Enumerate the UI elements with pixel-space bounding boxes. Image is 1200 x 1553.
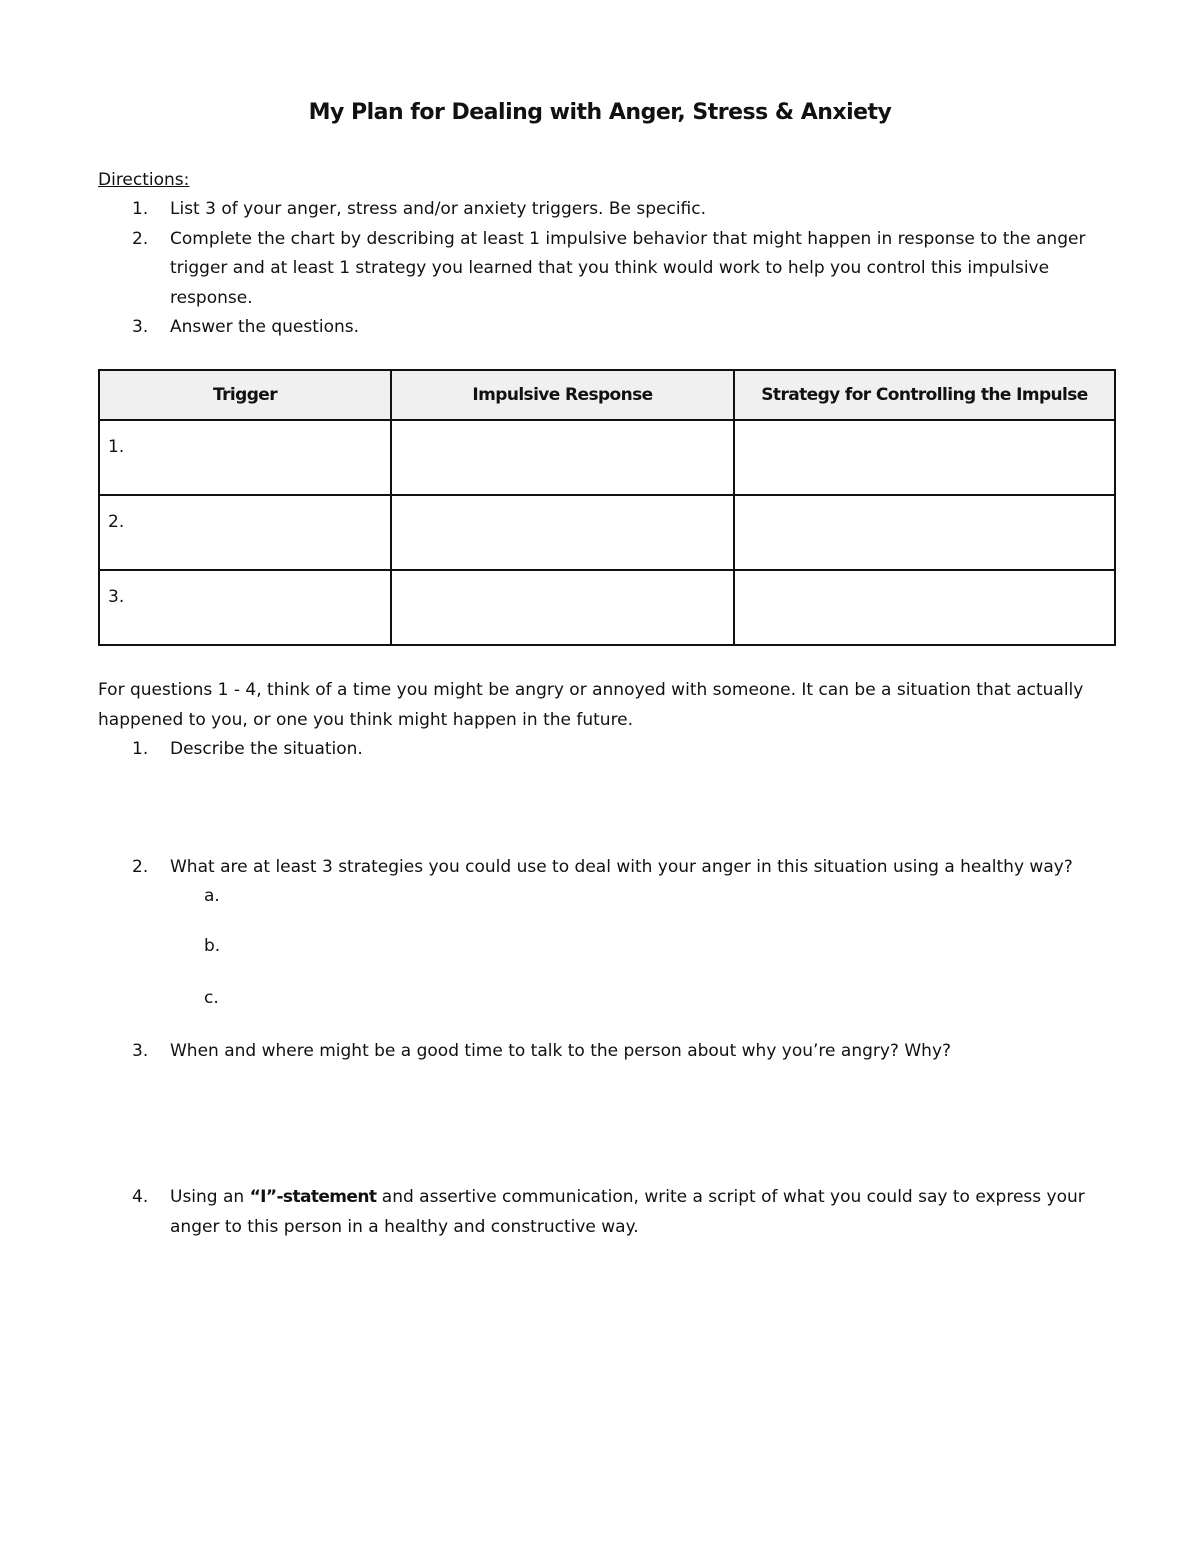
sub-item-a: a. bbox=[204, 886, 220, 906]
question-number: 1. bbox=[132, 739, 149, 759]
intro-line: happened to you, or one you think might happen in the future. bbox=[98, 709, 634, 730]
question-prefix: Using an bbox=[170, 1187, 250, 1207]
trigger-cell[interactable] bbox=[99, 570, 391, 645]
row-number: 2. bbox=[108, 512, 125, 532]
question-suffix: and assertive communication, write a script of what you could say to express your bbox=[376, 1187, 1085, 1207]
table-row bbox=[99, 570, 1115, 645]
list-text-line: Complete the chart by describing at least 1 impulsive behavior that might happen in response to the anger bbox=[170, 228, 1086, 249]
question-number: 3. bbox=[132, 1041, 149, 1061]
header-strategy: Strategy for Controlling the Impulse bbox=[734, 370, 1115, 420]
questions-intro bbox=[98, 676, 1108, 735]
trigger-chart bbox=[98, 369, 1116, 646]
i-statement-term: “I”-statement bbox=[249, 1187, 377, 1207]
question-1 bbox=[98, 735, 1108, 765]
question-3 bbox=[98, 1037, 1108, 1067]
question-text: When and where might be a good time to talk to the person about why you’re angry? Why? bbox=[170, 1041, 952, 1061]
intro-line: For questions 1 - 4, think of a time you might be angry or annoyed with someone. It can be a situation that actually bbox=[98, 680, 1084, 700]
list-item bbox=[98, 195, 1108, 225]
table-row bbox=[99, 420, 1115, 495]
row-number: 3. bbox=[108, 587, 125, 607]
list-text: Answer the questions. bbox=[170, 317, 360, 337]
impulsive-response-cell[interactable] bbox=[391, 495, 734, 570]
list-text: List 3 of your anger, stress and/or anxiety triggers. Be specific. bbox=[170, 199, 707, 219]
question-text: What are at least 3 strategies you could use to deal with your anger in this situation using a healthy way? bbox=[170, 857, 1073, 877]
question-text-line bbox=[170, 1183, 1108, 1213]
list-number: 2. bbox=[132, 228, 149, 249]
trigger-cell[interactable] bbox=[99, 495, 391, 570]
list-text-line: trigger and at least 1 strategy you learned that you think would work to help you control this impulsive bbox=[170, 258, 1050, 278]
list-text-line: response. bbox=[170, 287, 253, 308]
strategy-cell[interactable] bbox=[734, 420, 1115, 495]
list-number: 3. bbox=[132, 317, 149, 337]
table-row bbox=[99, 495, 1115, 570]
strategy-cell[interactable] bbox=[734, 570, 1115, 645]
sub-item-b: b. bbox=[204, 936, 221, 956]
question-row bbox=[98, 735, 1108, 765]
question-number: 4. bbox=[132, 1187, 149, 1207]
directions-label: Directions: bbox=[98, 170, 190, 190]
chart-header-row bbox=[99, 370, 1115, 420]
question-2 bbox=[98, 853, 1108, 883]
impulsive-response-cell[interactable] bbox=[391, 420, 734, 495]
row-number: 1. bbox=[108, 437, 125, 457]
question-4 bbox=[98, 1183, 1108, 1242]
list-number: 1. bbox=[132, 199, 149, 219]
header-impulsive-response: Impulsive Response bbox=[391, 370, 734, 420]
question-row bbox=[98, 1037, 1108, 1067]
impulsive-response-cell[interactable] bbox=[391, 570, 734, 645]
directions-list bbox=[98, 195, 1108, 343]
page-title: My Plan for Dealing with Anger, Stress & Anxiety bbox=[308, 100, 892, 125]
question-text: Describe the situation. bbox=[170, 739, 363, 759]
question-text-line: anger to this person in a healthy and constructive way. bbox=[170, 1216, 639, 1237]
strategy-cell[interactable] bbox=[734, 495, 1115, 570]
header-trigger: Trigger bbox=[99, 370, 391, 420]
sub-item-c: c. bbox=[204, 988, 219, 1008]
list-item bbox=[98, 225, 1108, 314]
question-row bbox=[98, 853, 1108, 883]
trigger-cell[interactable] bbox=[99, 420, 391, 495]
question-number: 2. bbox=[132, 857, 149, 877]
list-item bbox=[98, 313, 1108, 343]
question-row bbox=[98, 1183, 1108, 1242]
